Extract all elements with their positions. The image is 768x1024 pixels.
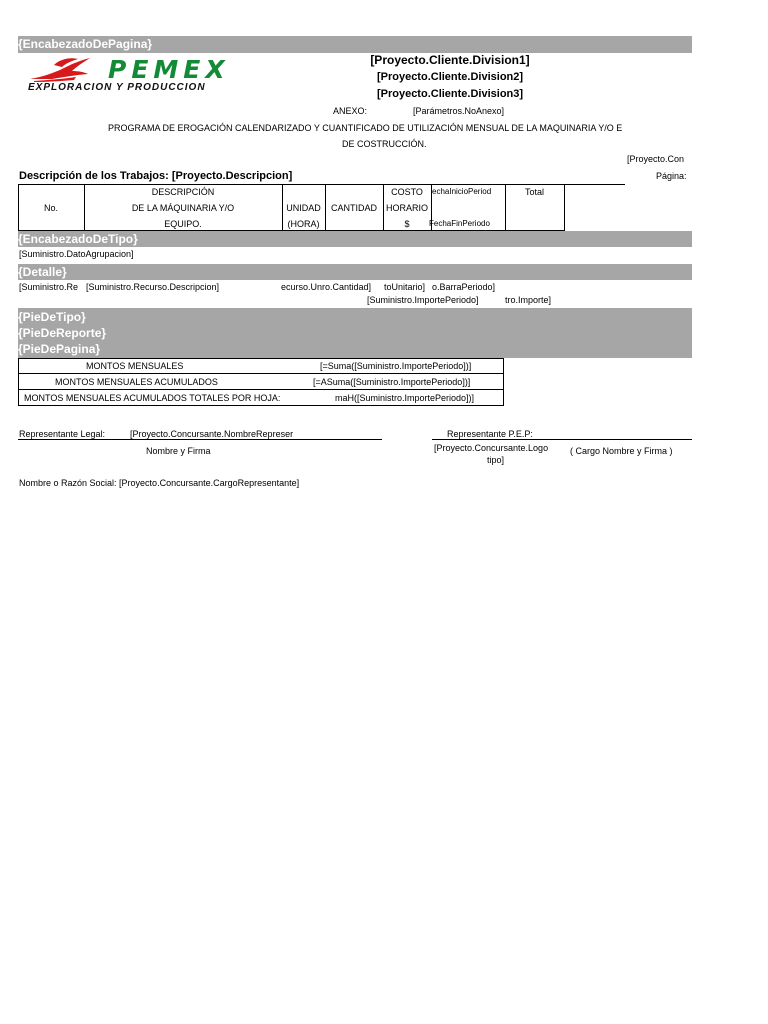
montos-line	[18, 358, 504, 359]
col-fecha-fin: FechaFinPeriodo	[429, 219, 490, 228]
cargo-nombre-firma: ( Cargo Nombre y Firma )	[570, 446, 673, 456]
band-detalle-label: {Detalle}	[18, 265, 67, 279]
col-total: Total	[524, 187, 544, 197]
detalle-col1: [Suministro.Re	[19, 282, 79, 292]
band-pie-group	[18, 308, 692, 358]
concursante-logo-line1: [Proyecto.Concursante.Logo	[434, 443, 549, 453]
representante-pep-label: Representante P.E.P:	[447, 429, 533, 439]
detalle-col5: o.BarraPeriodo]	[432, 282, 496, 292]
col-cantidad: CANTIDAD	[330, 203, 377, 213]
nombre-y-firma: Nombre y Firma	[146, 446, 211, 456]
table-vline	[564, 184, 565, 231]
band-pie-reporte-label: {PieDeReporte}	[18, 326, 107, 340]
col-unidad-line1: UNIDAD	[286, 203, 321, 213]
col-descripcion-line3: EQUIPO.	[164, 219, 202, 229]
programa-title-line1: PROGRAMA DE EROGACIÓN CALENDARIZADO Y CUANTIFICADO DE UTILIZACIÓN MENSUAL DE LA MAQUINARIA Y/O E	[108, 123, 623, 133]
anexo-label: ANEXO:	[333, 106, 368, 116]
band-detalle	[18, 264, 692, 280]
division-2: [Proyecto.Cliente.Division2]	[376, 71, 524, 83]
firma-pep-line	[432, 439, 692, 440]
anexo-value: [Parámetros.NoAnexo]	[413, 106, 505, 116]
pagina-label: Página:	[656, 171, 687, 181]
table-top-line	[18, 184, 625, 185]
montos-totales-formula: maH([Suministro.ImportePeriodo])]	[335, 393, 475, 403]
detalle-col3: ecurso.Unro.Cantidad]	[281, 282, 372, 292]
col-unidad-line2: (HORA)	[287, 219, 320, 229]
detalle-importe: tro.Importe]	[505, 295, 552, 305]
division-3: [Proyecto.Cliente.Division3]	[376, 88, 524, 100]
col-costo-line1: COSTO	[391, 187, 423, 197]
montos-mensuales-label: MONTOS MENSUALES	[86, 361, 184, 371]
montos-acumulados-formula: [=ASuma([Suministro.ImportePeriodo])]	[313, 377, 471, 387]
montos-totales-label: MONTOS MENSUALES ACUMULADOS TOTALES POR HOJA:	[24, 393, 281, 403]
col-costo-line2: HORARIO	[385, 203, 428, 213]
montos-line	[18, 389, 504, 390]
detalle-col4: toUnitario]	[384, 282, 426, 292]
detalle-importe-periodo: [Suministro.ImportePeriodo]	[367, 295, 479, 305]
montos-line	[18, 373, 504, 374]
programa-title-line2: DE COSTRUCCIÓN.	[342, 139, 427, 149]
razon-social: Nombre o Razón Social: [Proyecto.Concursante.CargoRepresentante]	[19, 478, 300, 488]
col-descripcion-line2: DE LA MÁQUINARIA Y/O	[131, 203, 235, 213]
montos-mensuales-formula: [=Suma([Suministro.ImportePeriodo])]	[320, 361, 472, 371]
proyecto-code: [Proyecto.Con	[627, 154, 685, 164]
representante-legal-label: Representante Legal:	[19, 429, 106, 439]
col-fecha-inicio: echaInicioPeriod	[432, 187, 492, 196]
montos-vline	[18, 358, 19, 406]
dato-agrupacion: [Suministro.DatoAgrupacion]	[19, 249, 134, 259]
detalle-col2: [Suministro.Recurso.Descripcion]	[86, 282, 220, 292]
band-pie-pagina-label: {PieDePagina}	[18, 342, 101, 356]
col-descripcion-line1: DESCRIPCIÓN	[151, 187, 215, 197]
concursante-logo-line2: tipo]	[487, 455, 505, 465]
col-no: No.	[43, 203, 58, 213]
firma-legal-line	[18, 439, 382, 440]
division-1: [Proyecto.Cliente.Division1]	[370, 53, 530, 67]
pemex-brand: PEMEX	[108, 55, 230, 84]
pemex-eagle-icon	[28, 55, 94, 83]
band-encabezado-tipo-label: {EncabezadoDeTipo}	[18, 232, 138, 246]
montos-vline	[503, 358, 504, 406]
montos-line	[18, 405, 504, 406]
pemex-logo	[28, 55, 263, 95]
col-costo-line3: $	[404, 219, 410, 229]
band-encabezado-pagina-label: {EncabezadoDePagina}	[18, 37, 153, 51]
band-pie-tipo-label: {PieDeTipo}	[18, 310, 86, 324]
pemex-subtitle: EXPLORACION Y PRODUCCION	[28, 82, 206, 93]
montos-acumulados-label: MONTOS MENSUALES ACUMULADOS	[55, 377, 218, 387]
representante-legal-value: [Proyecto.Concursante.NombreRepreser	[130, 429, 294, 439]
descripcion-trabajos: Descripción de los Trabajos: [Proyecto.Descripcion]	[19, 170, 293, 182]
